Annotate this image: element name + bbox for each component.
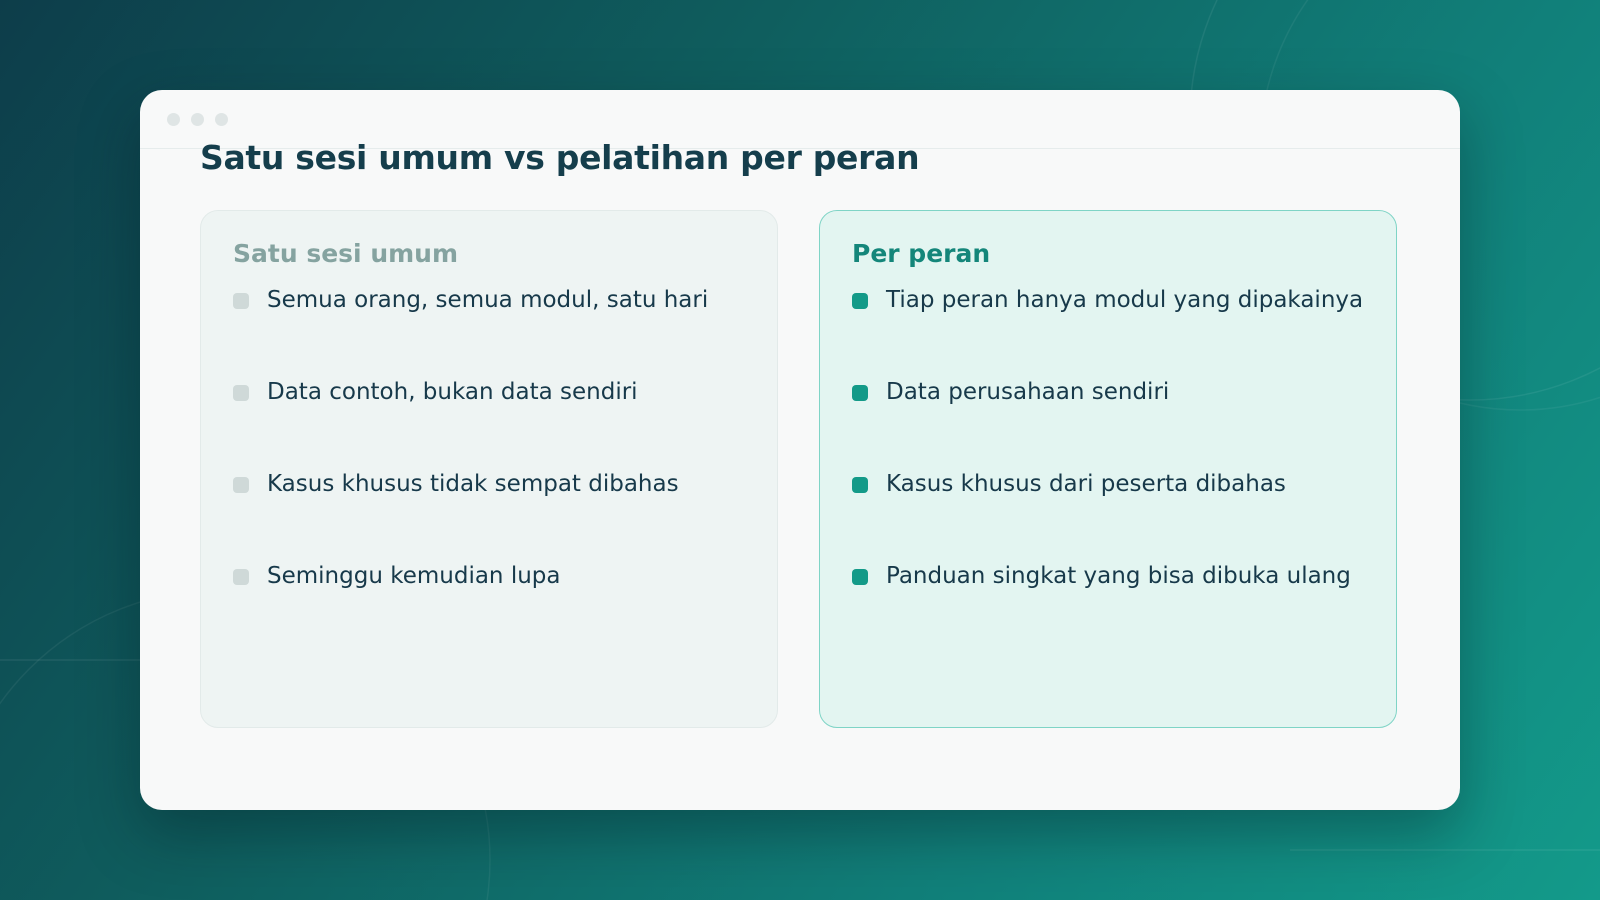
slide-window <box>140 90 1460 810</box>
square-bullet-icon <box>852 477 868 493</box>
list-item-text: Tiap peran hanya modul yang dipakainya <box>886 287 1364 313</box>
square-bullet-icon <box>233 569 249 585</box>
list-item-text: Data contoh, bukan data sendiri <box>267 379 638 405</box>
list-item <box>233 559 753 593</box>
square-bullet-icon <box>852 569 868 585</box>
page-title: Satu sesi umum vs pelatihan per peran <box>200 138 920 177</box>
window-dot-close <box>167 113 180 126</box>
list-item <box>852 283 1372 317</box>
list-item-text: Kasus khusus tidak sempat dibahas <box>267 471 679 497</box>
list-item-text: Kasus khusus dari peserta dibahas <box>886 471 1286 497</box>
list-item-text: Semua orang, semua modul, satu hari <box>267 287 709 313</box>
list-item <box>852 467 1372 501</box>
window-dot-maximize <box>215 113 228 126</box>
window-dot-minimize <box>191 113 204 126</box>
panel-general-session <box>200 210 778 728</box>
list-item-text: Panduan singkat yang bisa dibuka ulang <box>886 563 1351 589</box>
square-bullet-icon <box>233 293 249 309</box>
square-bullet-icon <box>852 293 868 309</box>
list-item-text: Data perusahaan sendiri <box>886 379 1170 405</box>
list-item-text: Seminggu kemudian lupa <box>267 563 561 589</box>
list-item <box>233 467 753 501</box>
square-bullet-icon <box>233 477 249 493</box>
panel-heading-general-session: Satu sesi umum <box>233 239 459 268</box>
list-item <box>852 559 1372 593</box>
square-bullet-icon <box>852 385 868 401</box>
panel-per-role <box>819 210 1397 728</box>
list-item <box>233 283 753 317</box>
list-item <box>233 375 753 409</box>
list-item <box>852 375 1372 409</box>
panel-heading-per-role: Per peran <box>852 239 991 268</box>
square-bullet-icon <box>233 385 249 401</box>
